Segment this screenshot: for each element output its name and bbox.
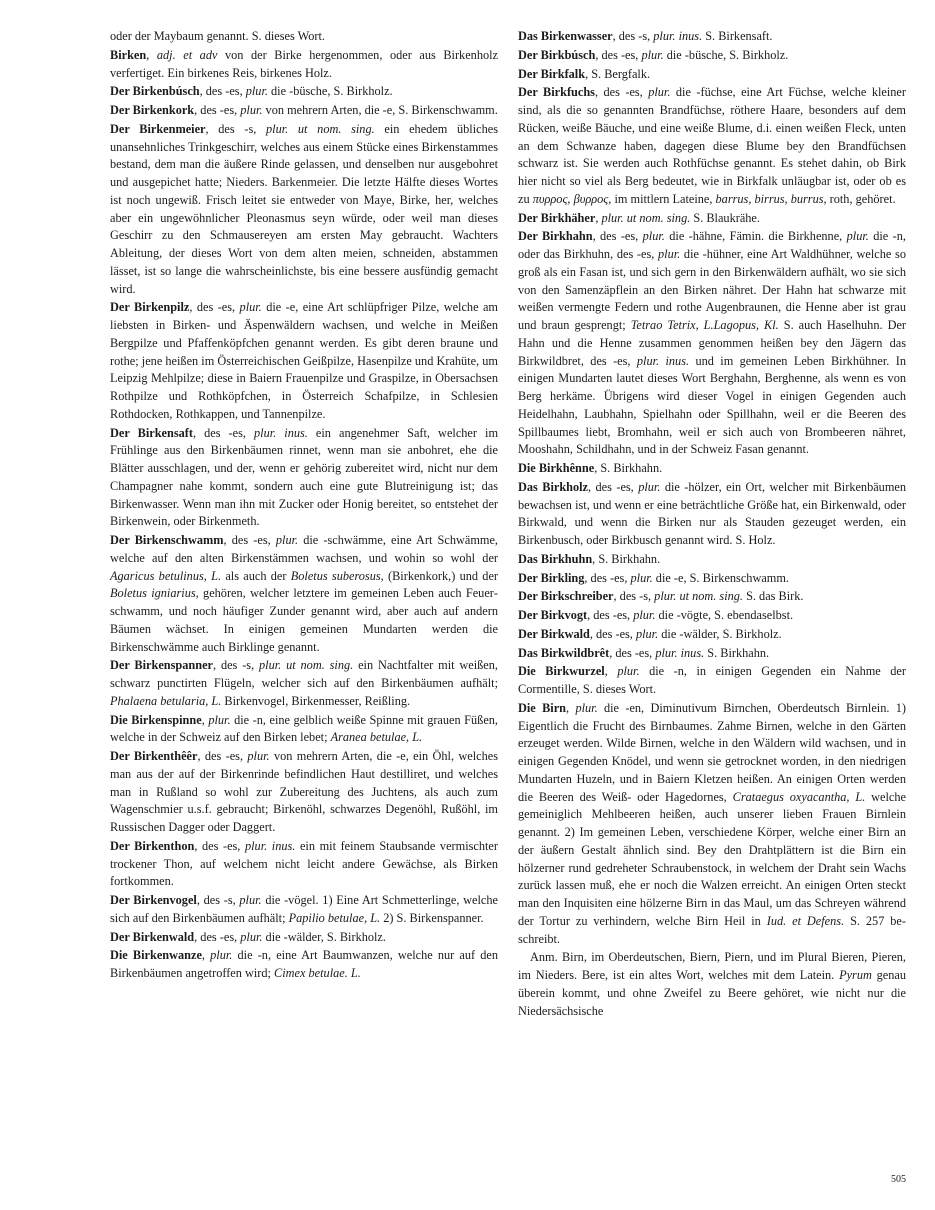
italic-term: plur. [635,626,659,641]
dictionary-entry [518,228,906,459]
italic-term: plur. ut nom. sing. [601,210,691,225]
italic-term: Boletus suberosus, [290,568,384,583]
headword: Der Birkenbúsch [110,84,200,99]
italic-term: plur. inus. [653,29,703,43]
entry-text: von der Birke hergenommen, oder aus Birkenholz verfertiget. Ein birkenes Reis, birkenes Holz. [110,47,498,80]
entry-text: die -wälder, S. Birkholz. [658,626,782,641]
headword: Der Birkenthon [110,838,195,853]
headword: Der Birkschreiber [518,589,614,604]
entry-text: die -n, in einigen Gegenden ein Nahme der Cormentille, S. dieses Wort. [518,664,906,696]
italic-term: plur. [208,712,231,727]
entry-text: die -büsche, S. Birkholz. [267,84,393,99]
dictionary-entry [110,47,498,83]
headword: Die Birkenspinne [110,712,202,727]
italic-term: plur. [617,664,640,679]
entry-text: , [201,712,209,727]
dictionary-entry [110,929,498,947]
italic-term: Boletus igniarius, [110,586,199,601]
entry-text: von mehrern Arten, die -e, S. Birkenschwamm. [262,103,498,117]
entry-text: roth, gehöret. [826,191,896,206]
headword: Der Birkvogt [518,608,588,622]
entry-text: S. Blaukrähe. [690,210,760,225]
dictionary-entry [110,425,498,532]
italic-term: plur. [658,247,681,261]
headword: Der Birkhahn [518,229,593,244]
entry-text: S. Birkensaft. [702,29,773,43]
italic-term: plur. [638,479,661,494]
entry-text: , des -es, [189,300,240,315]
italic-term: plur. [240,929,263,944]
headword: Der Birkenspanner [110,658,214,673]
headword: Die Birn [518,700,567,715]
headword: Der Birkenthêêr [110,749,198,763]
dictionary-entry [110,532,498,656]
dictionary-entry [110,28,498,46]
italic-term: Agaricus betulinus, L. [110,568,222,583]
headword: Der Birkenschwamm [110,533,224,547]
entry-text: Anm. Birn, im Oberdeutschen, Biern, Piern, und im Plural Bieren, Pieren, im Nieders. Bere, ist ein altes Wort, welches mit dem Latein. [518,950,906,982]
entry-text: , [595,210,602,225]
italic-term: plur. [247,749,270,763]
entry-text: , des -es, [194,838,245,853]
entry-text: S. das Birk. [743,589,804,604]
entry-text: , [146,47,157,62]
entry-text: , [201,948,211,963]
dictionary-entry [518,588,906,606]
italic-term: plur. [633,608,656,622]
entry-text: , des -es, [199,84,246,99]
dictionary-entry [110,102,498,120]
italic-term: plur. ut nom. sing. [259,658,354,673]
italic-term: plur. [210,948,233,963]
entry-text: S. auch Haselhuhn. Der Hahn und die Henne zusammen genommen heißen bey den Jägern das Birkwildbret, des -es, [518,318,906,368]
entry-text: Birkenvogel, Birkenmesser, Reißling. [221,693,411,708]
dictionary-entry [518,460,906,478]
dictionary-entry [518,570,906,588]
headword: Der Birkbúsch [518,47,596,62]
headword: Das Birkenwasser [518,29,613,43]
entry-text: die -füchse, eine Art Füchse, welche kleiner sind, als die so genannten Brandfüchse, röthere Haare, besonders auf dem Rücken, weiße Bäuche, und eine weiße Blume, d.i. einen weißen Fleck, unten an dem Schwanze haben, dagegen diese Blume bey den Brandfüchsen schwarz ist. Sie werden auch Rothfüchse genannt. Es stehet dahin, ob Birk hier nicht so viel als Berg bedeutet, wie in Birkfalk unläugbar ist, oder ob es zu [518,85,906,206]
headword: Die Birkhênne [518,461,595,475]
entry-text: die -hölzer, ein Ort, welcher mit Birkenbäumen bewachsen ist, und wenn er eine beträchtliche Größe hat, ein Birkenwald, oder Birkwald, und wenn die Birken nur als Stauden gezeuget werden, ein Birkenbusch, oder Birkbusch genannt wird. S. Holz. [518,479,907,547]
italic-term: plur. [648,85,671,100]
entry-text: die -wälder, S. Birkholz. [262,929,386,944]
headword: Das Birkhuhn [518,551,593,566]
dictionary-entry [110,83,498,101]
headword: Der Birkensaft [110,425,193,440]
italic-term: plur. [641,47,664,62]
left-column [110,28,498,984]
entry-text: , des -es, [197,749,248,763]
italic-term: plur. [575,700,598,715]
dictionary-entry [110,892,498,928]
italic-term: plur. inus. [244,838,296,853]
entry-text: und im gemeinen Leben Birkhühner. In einigen Mundarten lautet dieses Wort Berghahn, Berghenne, als wenn es von Berg herkäme. Übrigens wird dieser Vogel in einigen Gegenden auch Heidelhahn, Laubhahn, Spielhahn oder Spillhahn, weil er die Beeren des Spillbaumes liebt, Bromhahn, weil er sich auch von Brombeeren nähret, Mooshahn, Schildhahn, und in der Schweiz Fasan genannt. [518,353,906,457]
dictionary-entry [518,663,906,699]
entry-text: , des -es, [194,929,241,944]
italic-term: adj. et adv [156,47,218,62]
entry-text: die -en, Diminutivum Birnchen, Oberdeutsch Birnlein. 1) Eigentlich die Frucht des Birnbaumes. Zahme Birnen, welche in den Gärten erzeuget werden. Wilde Birnen, welche in den Wäldern wild wachsen, und in einigen Gegenden Knödel, und wenn sie getrocknet worden, in den niedrigen Mundarten Huzeln, und in Baiern Kletzen heißen. An einigen Orten werden die Beeren des Weiß- oder Hagedornes, [518,700,906,804]
entry-text: die -büsche, S. Birkholz. [663,47,789,62]
entry-text: ein ehedem übliches unansehnliches Trinkgeschirr, welches aus einem Stücke eines Birkenstammes bestand, dem man die äußere Rinde gelassen, und denselben nur ausgebohret und ausgepichet hatte; Nieders. Barkenmeier. Die letzte Hälfte dieses Wortes ist noch ungewiß. Frisch leitet sie entweder von Maye, Birke, her, welches aber ein ungewöhnlicher Pleonasmus seyn würde, oder weil man dieses Geschirr zu den Schmausereyen am ersten May gebraucht. Wachters Ableitung, der dieses Wort von dem alten meien, schneiden, abstammen lässet, ist so lange die wahrscheinlichste, bis eine bessere ausfündig gemacht wird. [110,121,498,296]
entry-text: , [566,700,576,715]
italic-term: πυρρος, βυρρος, [532,191,612,206]
entry-text: , des -es, [223,533,276,547]
headword: Der Birkenpilz [110,300,190,315]
italic-term: plur. [642,229,665,244]
dictionary-entry [110,838,498,891]
entry-text: S. 257 beschreibt. [518,913,906,946]
dictionary-entry [518,700,906,949]
italic-term: plur. ut nom. sing. [654,589,743,604]
dictionary-entry [518,84,906,208]
page-number: 505 [891,1174,906,1185]
entry-text: die -n, eine gelblich weiße Spinne mit grauen Füßen, welche in der Schweiz auf den Birken lebet; [110,712,499,745]
entry-text: als auch der [221,568,291,583]
entry-text: die -vögte, S. ebendaselbst. [655,608,794,622]
headword: Birken [110,47,147,62]
italic-term: Phalaena betularia, L. [110,693,222,708]
dictionary-entry [518,47,906,65]
headword: Der Birkwald [518,626,590,641]
dictionary-entry [518,479,906,550]
entry-text: welche gemeiniglich Mehlbeeren heißen, auch unserer lieben Frauen Birnlein genannt. 2) Im gemeinen Leben, verschiedene Körper, welche einer Birn an der äußern Gestalt ähnlich sind. Bey den Drahtplättern ist die Birn ein hölzerner rund gedreheter Schraubenstock, in welchem der Draht sein Wachs zurück lassen muß, ehe er noch die Walzen erreicht. An einigen Orten steckt man den Inquisiten eine hölzerne Birn in das Maul, um das Schreyen während der Tortur zu verhindern, welche Birn Heil in [518,789,906,928]
headword: Die Birkenwanze [110,948,202,963]
italic-term: Pyrum [839,968,872,982]
italic-term: plur. ut nom. sing. [266,121,375,136]
entry-text: die -schwämme, eine Art Schwämme, welche auf den alten Birkenstämmen wachsen, und wohin so wohl der [110,533,498,565]
entry-text: von mehrern Arten, die -e, ein Öhl, welches man aus der auf der Birkenrinde befindlichen Haut destilliret, und welches man in Rußland so wohl zur Zubereitung des Juchtens, als auch zum Wagenschmier u.s.f. gebraucht; Birkenöhl, schwarzes Degenöhl, Rußöhl, im Russischen Dagger oder Daggert. [110,749,499,834]
entry-text: die -hähne, Fämin. die Birkhenne, [664,229,847,244]
dictionary-entry [518,645,906,663]
headword: Das Birkholz [518,479,589,494]
entry-text: , S. Birkhahn. [594,461,663,475]
right-column [518,28,906,1021]
entry-text: , des -s, [213,658,260,673]
entry-text: , des -s, [613,589,655,604]
italic-term: plur. inus. [254,425,308,440]
entry-text: die -hühner, eine Art Waldhühner, welche so groß als ein Fasan ist, und sich gern in den Birkenwäldern aufhält, wo sie sich von den Samenzäpflein an den Birken nähret. Der Hahn hat schwarze mit weißen vermengte Federn und rothe Augenbraunen, die Henne aber ist grau und braun gesprengt; [518,247,906,332]
entry-text: , des -es, [194,103,241,117]
entry-text: die -vögel. 1) Eine Art Schmetterlinge, welche sich auf den Birkenbäumen aufhält; [110,893,498,925]
entry-text: , des -es, [594,85,649,100]
headword: Der Birkhäher [518,210,596,225]
dictionary-entry [518,551,906,569]
dictionary-entry [110,299,498,423]
italic-term: Papilio betulae, L. [288,910,381,925]
dictionary-entry [110,947,498,983]
entry-text: , des -es, [595,47,642,62]
dictionary-entry [518,626,906,644]
entry-text: gehören, welcher letztere im gemeinen Leben auch Feuerschwamm, und noch häufiger Zunder genannt wird, aber auch auf andern Bäumen wächset. In einigen gemeinen Mundarten werden die Birkenschwämme auch Birklinge genannt. [110,586,498,654]
entry-text: (Birkenkork,) und der [383,568,498,583]
entry-text: ein mit feinem Staubsande vermischter trockener Thon, auf welchem nicht leicht andere Gewächse, als Birken fortkommen. [110,838,498,889]
entry-text: , des -s, [205,121,267,136]
entry-text: , des -es, [589,626,636,641]
dictionary-entry [110,748,498,837]
entry-text: 2) S. Birkenspanner. [380,910,484,925]
entry-text: , des -es, [609,645,656,660]
headword: Die Birkwurzel [518,664,605,679]
entry-text: die -e, S. Birkenschwamm. [652,570,789,585]
italic-term: plur. [245,84,268,99]
entry-text: ein Nachtfalter mit weißen, schwarz punctirten Flügeln, welcher sich auf den Birkenbäumen aufhält; [110,658,498,690]
entry-text: , des -es, [588,479,639,494]
entry-text: , des -es, [587,608,634,622]
entry-text: ein angenehmer Saft, welcher im Frühlinge aus den Birkenbäumen rinnet, wenn man sie anbohret, ehe die Blätter ausschlagen, und der, wenn er gehörig zubereitet wird, nicht nur dem Champagner nahe kommt, sondern auch eine gute Blutreinigung ist; das Birkenwasser. Wenn man ihn mit Zucker oder Honig bereitet, so entstehet der Birkenwein, oder Birkenmeth. [110,425,499,529]
entry-text: genau überein kommt, und ohne Zweifel zu Beere gehöret, wie nicht nur die Niedersächsische [518,968,906,1018]
italic-term: Aranea betulae, L. [330,730,423,745]
italic-term: plur. [630,570,653,585]
dictionary-entry [518,210,906,228]
headword: Der Birkfalk [518,66,586,81]
headword: Der Birkenkork [110,103,195,117]
headword: Der Birkenwald [110,929,195,944]
headword: Der Birkenvogel [110,893,197,907]
italic-term: plur. [275,533,299,547]
italic-term: Cimex betulae. L. [274,966,361,980]
dictionary-entry [110,712,498,748]
entry-text: die -e, eine Art schlüpfriger Pilze, welche am liebsten in Birken- und Äspenwäldern wachsen, und welche in Meißen Bergpilze und Pfaffenköpfchen genannt werden. Es gibt deren braune und rothe; jene heißen im Österreichischen Geißpilze, Hasenpilze und Krahüte, um Leipzig Mehlpilze; diese in Baiern Frauenpilze und Graspilze, in Obersachsen Rothpilze und Rothköpfchen, in Österreich Schafpilze, in Schlesien Rothdocken, Rothkappen, und Tannenpilze. [110,300,498,421]
entry-text: , des -s, [196,893,240,907]
italic-term: plur. [240,103,263,117]
headword: Der Birkfuchs [518,85,595,100]
italic-term: Iud. et Defens. [766,913,845,928]
italic-term: plur. [239,300,262,315]
entry-text: , des -s, [612,29,654,43]
italic-term: plur. [846,229,869,244]
dictionary-entry [518,607,906,625]
italic-term: barrus, birrus, burrus, [715,191,827,206]
entry-text: , des -es, [584,570,631,585]
italic-term: plur. inus. [636,353,690,368]
dictionary-entry [110,121,498,299]
entry-text: S. Birkhahn. [704,645,770,660]
entry-text: , des -es, [592,229,643,244]
dictionary-entry [110,657,498,710]
dictionary-entry [518,28,906,46]
headword: Der Birkling [518,570,585,585]
entry-text: , des -es, [192,425,255,440]
dictionary-entry [518,949,906,1020]
headword: Das Birkwildbrêt [518,645,610,660]
dictionary-entry [518,66,906,84]
headword: Der Birkenmeier [110,121,206,136]
entry-text: , [604,664,618,679]
italic-term: plur. inus. [655,645,705,660]
entry-text: im mittlern Lateine, [611,191,716,206]
italic-term: Crataegus oxyacantha, L. [732,789,866,804]
entry-text: , S. Birkhahn. [592,551,661,566]
entry-text: die -n, eine Art Baumwanzen, welche nur auf den Birkenbäumen angetroffen wird; [110,948,498,980]
italic-term: Tetrao Tetrix, L.Lagopus, Kl. [630,318,779,332]
entry-text: die -n, oder das Birkhuhn, des -es, [518,229,906,261]
entry-text: , S. Bergfalk. [585,66,651,81]
italic-term: plur. [239,893,262,907]
entry-text: oder der Maybaum genannt. S. dieses Wort. [110,29,325,43]
